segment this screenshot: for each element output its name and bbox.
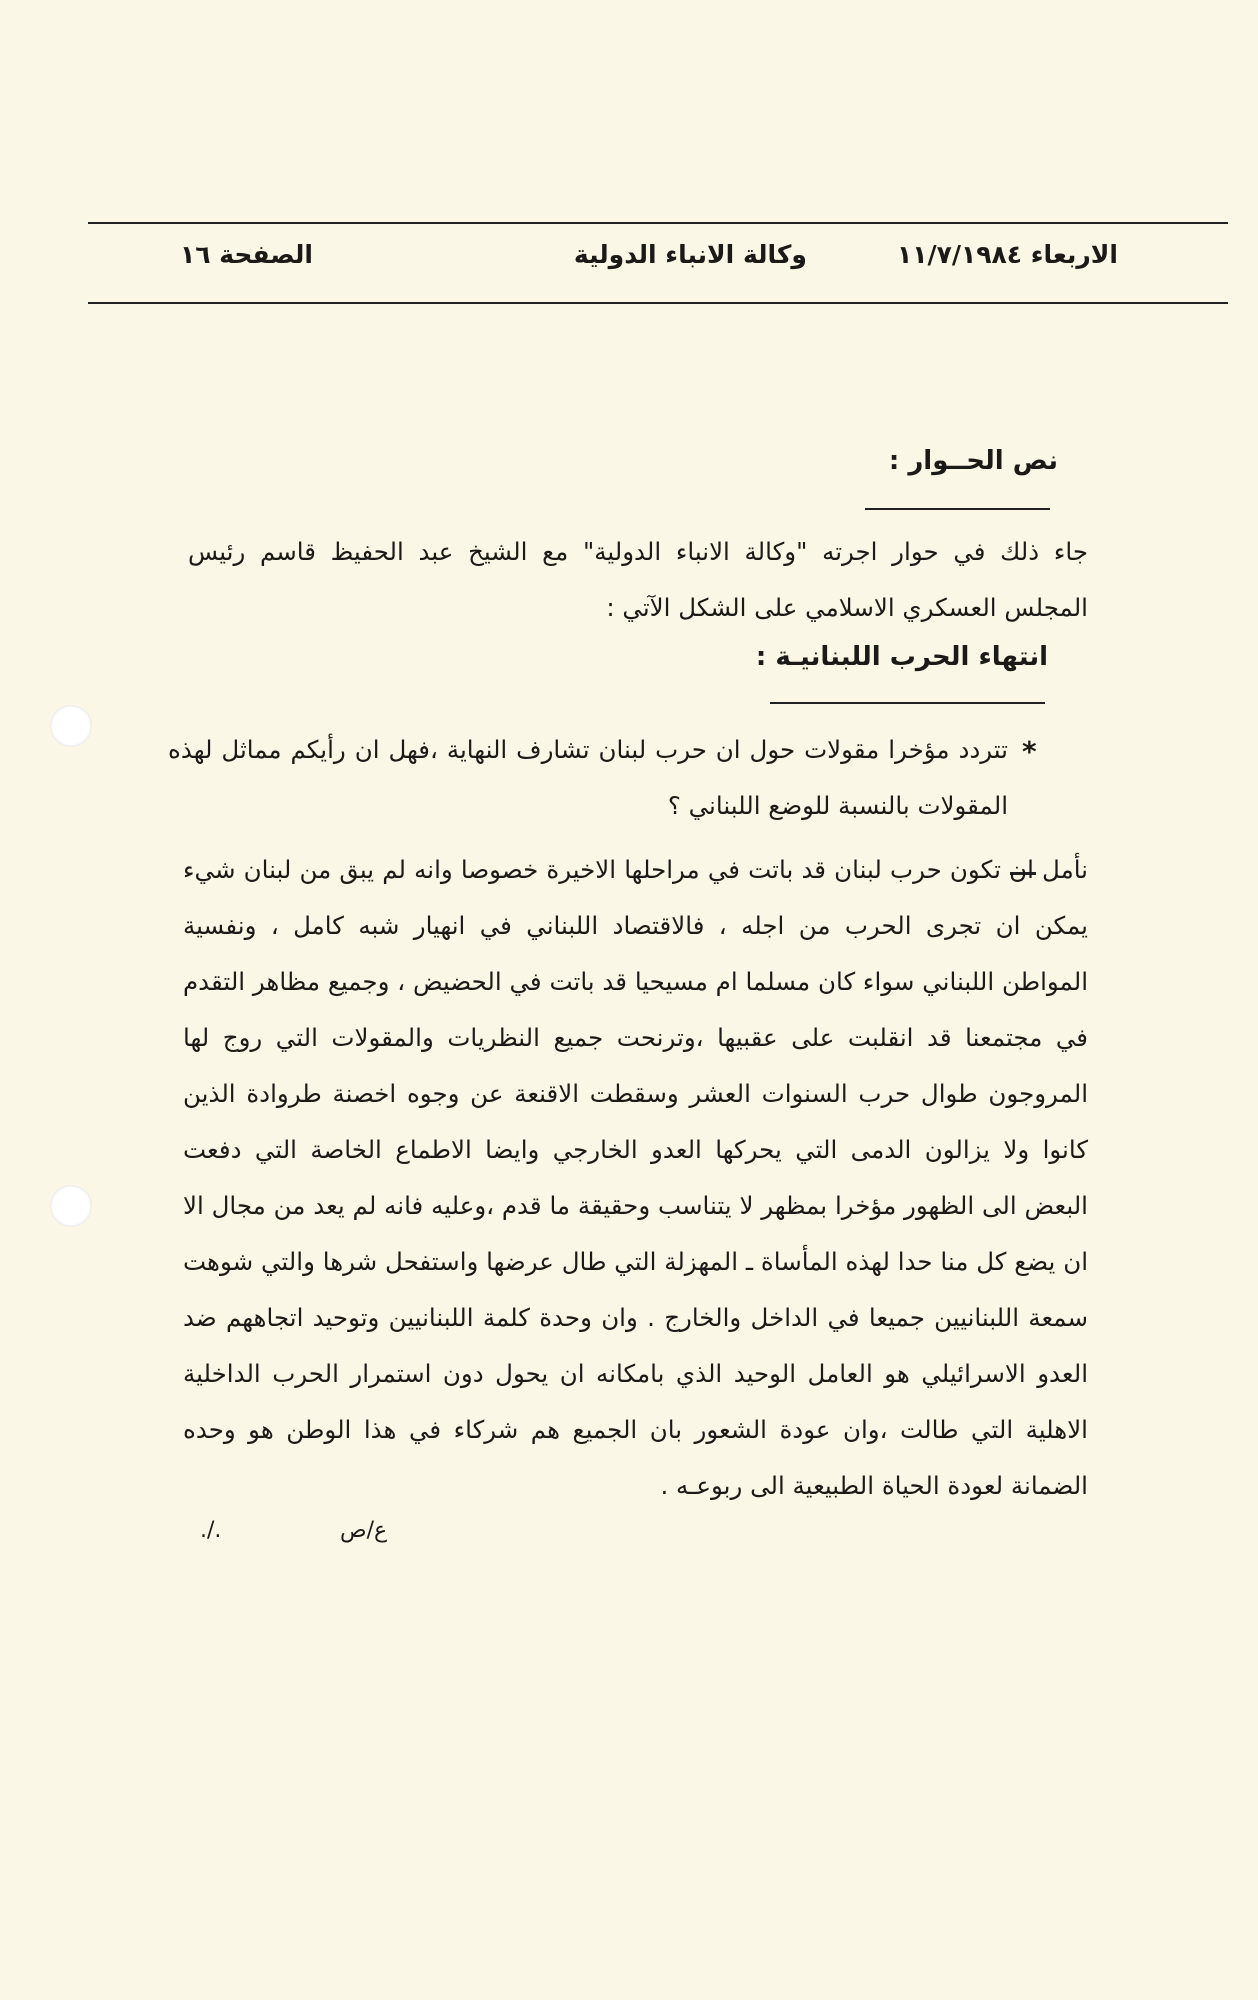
footer-continued-mark: ./. — [200, 1518, 222, 1543]
subtitle: انتهاء الحرب اللبنانيـة : — [755, 642, 1048, 672]
footer-initials: ع/ص — [340, 1518, 388, 1543]
header-date: الاربعاء ١١/٧/١٩٨٤ — [896, 240, 1118, 269]
punch-hole-top — [50, 705, 92, 747]
subtitle-underline — [770, 702, 1045, 704]
answer-paragraph: نأمل ان تكون حرب لبنان قد باتت في مراحلها الاخيرة خصوصا وانه لم يبق من لبنان شيء يمكن ان تجرى الحرب من اجله ، فالاقتصاد اللبناني في انهيار شبه كامل ، ونفسية المواطن اللبناني سواء كان مسلما ام مسيحيا قد باتت في الحضيض ، وجميع مظاهر التقدم في مجتمعنا قد انقلبت على عقبيها ،وترنحت جميع النظريات والمقولات التي روج لها المروجون طوال حرب السنوات العشر وسقطت الاقنعة عن وجوه اخصنة طروادة الذين كانوا ولا يزالون الدمى التي يحركها العدو الخارجي وايضا الاطماع الخاصة التي دفعت البعض الى الظهور مؤخرا بمظهر لا يتناسب وحقيقة ما قدم ،وعليه فانه لم يعد من مجال الا ان يضع كل منا حدا لهذه المأساة ـ المهزلة التي طال عرضها واستفحل شرها والتي شوهت سمعة اللبنانيين جميعا في الداخل والخارج . وان وحدة كلمة اللبنانيين وتوحيد اتجاههم ضد العدو الاسرائيلي هو العامل الوحيد الذي بامكانه ان يحول دون استمرار الحرب الداخلية الاهلية التي طالت ،وان عودة الشعور بان الجميع هم شركاء في هذا الوطن هو وحده الضمانة لعودة الحياة الطبيعية الى ربوعـه . — [183, 855, 1088, 1500]
intro-paragraph: جاء ذلك في حوار اجرته "وكالة الانباء الدولية" مع الشيخ عبد الحفيظ قاسم رئيس المجلس العسكري الاسلامي على الشكل الآتي : — [188, 537, 1088, 622]
section-title-underline — [865, 508, 1050, 510]
header-rule-top — [88, 222, 1228, 224]
question-bullet: * — [1022, 735, 1037, 768]
page-header — [180, 240, 1118, 269]
header-agency: وكالة الانباء الدولية — [573, 240, 807, 269]
header-page-number: الصفحة ١٦ — [180, 240, 313, 269]
punch-hole-bottom — [50, 1185, 92, 1227]
section-title: نص الحــوار : — [888, 446, 1058, 476]
question-paragraph: تتردد مؤخرا مقولات حول ان حرب لبنان تشارف النهاية ،فهل ان رأيكم مماثل لهذه المقولات بالنسبة للوضع اللبناني ؟ — [168, 735, 1008, 820]
header-rule-bottom — [88, 302, 1228, 304]
